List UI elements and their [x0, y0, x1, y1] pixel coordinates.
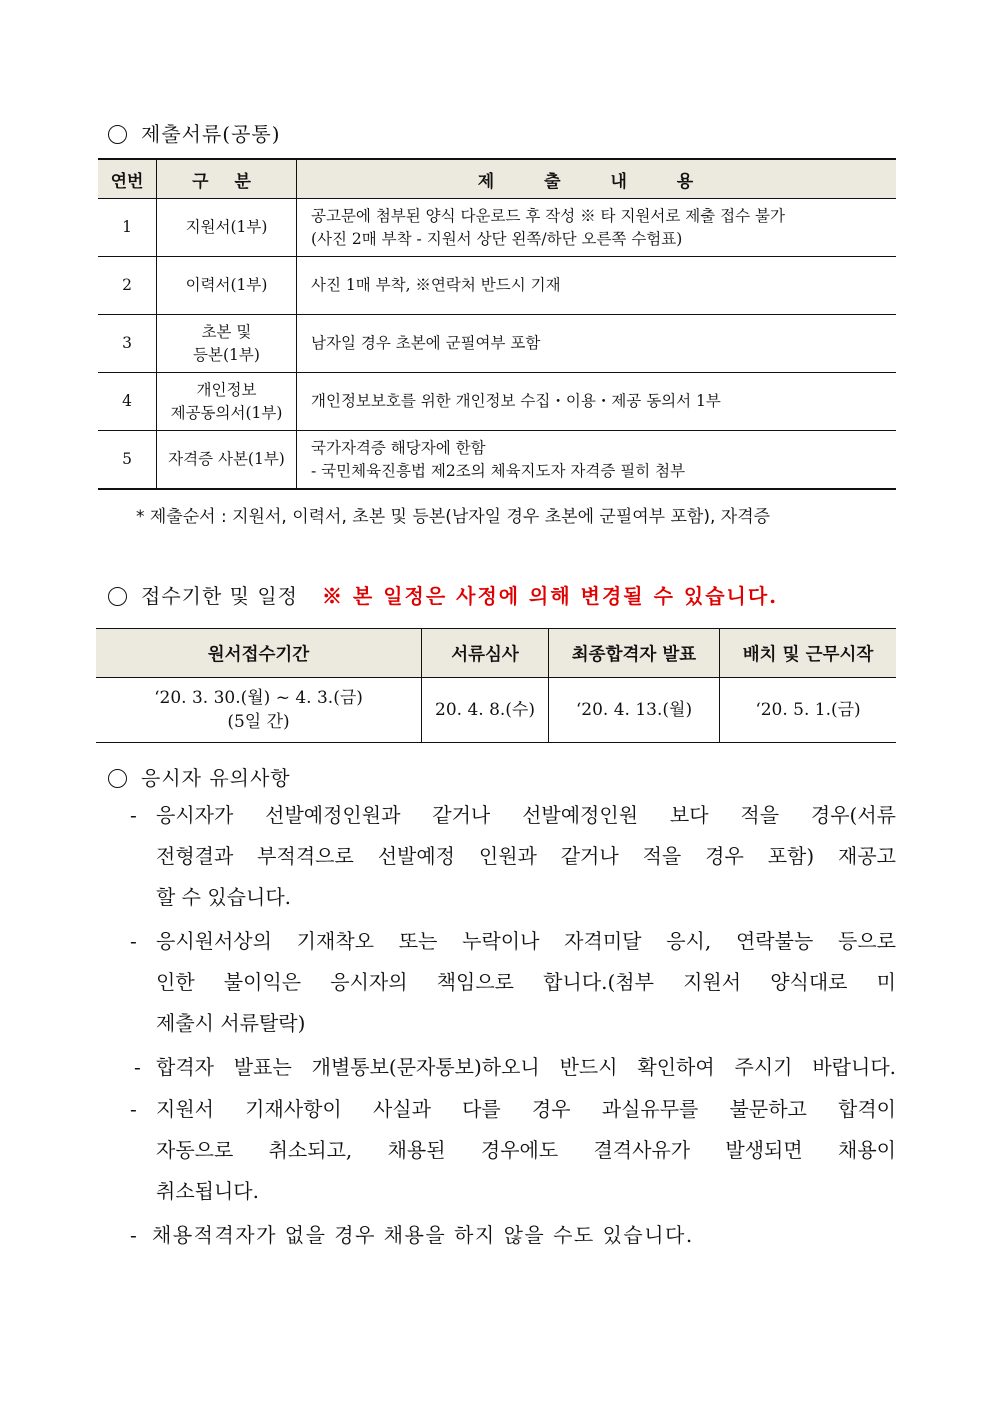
note-line: 제출시 서류탈락) — [156, 1011, 306, 1035]
row-no: 5 — [98, 431, 157, 490]
header-content: 제 출 내 용 — [297, 159, 897, 199]
document-review-date: 20. 4. 8.(수) — [422, 678, 549, 743]
header-start: 배치 및 근무시작 — [720, 629, 897, 678]
application-period — [96, 678, 422, 743]
note-line: 응시자가 선발예정인원과 같거나 선발예정인원 보다 적을 경우(서류 — [156, 803, 896, 827]
note-line: 인한 불이익은 응시자의 책임으로 합니다.(첨부 지원서 양식대로 미 — [156, 970, 896, 994]
list-item — [130, 921, 896, 1044]
category-line: 제공동의서(1부) — [170, 403, 283, 422]
note-line: 응시원서상의 기재착오 또는 누락이나 자격미달 응시, 연락불능 등으로 — [156, 929, 896, 953]
note-line: 채용적격자가 없을 경우 채용을 하지 않을 수도 있습니다. — [152, 1223, 694, 1247]
header-final-announcement: 최종합격자 발표 — [549, 629, 720, 678]
section-docs-title: 제출서류(공통) — [108, 118, 281, 147]
section-schedule-title: 접수기한 및 일정 ※ 본 일정은 사정에 의해 변경될 수 있습니다. — [108, 580, 778, 609]
table-row — [98, 315, 896, 373]
header-application-period: 원서접수기간 — [96, 629, 422, 678]
category-line: 개인정보 — [196, 380, 257, 399]
table-header-row — [98, 159, 896, 199]
note-line: 합격자 발표는 개별통보(문자통보)하오니 반드시 확인하여 주시기 바랍니다. — [156, 1055, 896, 1079]
content-line: 국가자격증 해당자에 한함 — [311, 438, 486, 457]
header-category: 구 분 — [157, 159, 297, 199]
row-no: 2 — [98, 257, 157, 315]
row-no: 4 — [98, 373, 157, 431]
row-category: 자격증 사본(1부) — [157, 431, 297, 490]
note-line: 할 수 있습니다. — [156, 885, 291, 909]
list-item — [130, 795, 896, 918]
circle-bullet-icon — [108, 587, 127, 606]
note-line: 취소됩니다. — [156, 1179, 259, 1203]
table-row — [98, 257, 896, 315]
header-document-review: 서류심사 — [422, 629, 549, 678]
row-category — [157, 373, 297, 431]
content-line: (사진 2매 부착 - 지원서 상단 왼쪽/하단 오른쪽 수험표) — [311, 229, 683, 248]
submission-order-note: * 제출순서 : 지원서, 이력서, 초본 및 등본(남자일 경우 초본에 군필여부 포함), 자격증 — [136, 507, 771, 527]
circle-bullet-icon — [108, 125, 127, 144]
list-item — [134, 1047, 896, 1088]
row-category: 이력서(1부) — [157, 257, 297, 315]
dash-bullet: - — [130, 1097, 137, 1121]
table-header-row — [96, 629, 896, 678]
row-category — [157, 315, 297, 373]
period-line: (5일 간) — [227, 712, 290, 732]
schedule-table — [96, 628, 896, 743]
dash-bullet: - — [130, 803, 137, 827]
header-no: 연번 — [98, 159, 157, 199]
note-line: 지원서 기재사항이 사실과 다를 경우 과실유무를 불문하고 합격이 — [156, 1097, 896, 1121]
list-item — [130, 1089, 896, 1212]
dash-bullet: - — [130, 1223, 137, 1247]
schedule-change-notice: ※ 본 일정은 사정에 의해 변경될 수 있습니다. — [321, 584, 779, 608]
category-line: 초본 및 — [201, 322, 252, 341]
note-line: 전형결과 부적격으로 선발예정 인원과 같거나 적을 경우 포함) 재공고 — [156, 844, 896, 868]
row-content — [297, 199, 897, 257]
content-line: 공고문에 첨부된 양식 다운로드 후 작성 ※ 타 지원서로 제출 접수 불가 — [311, 206, 785, 225]
dash-bullet: - — [134, 1055, 141, 1079]
category-line: 등본(1부) — [193, 345, 260, 364]
row-no: 1 — [98, 199, 157, 257]
row-content: 사진 1매 부착, ※연락처 반드시 기재 — [297, 257, 897, 315]
row-content — [297, 431, 897, 490]
dash-bullet: - — [130, 929, 137, 953]
content-line: - 국민체육진흥법 제2조의 체육지도자 자격증 필히 첨부 — [311, 461, 686, 480]
table-row — [96, 678, 896, 743]
row-content: 남자일 경우 초본에 군필여부 포함 — [297, 315, 897, 373]
list-item — [130, 1215, 694, 1256]
table-row — [98, 373, 896, 431]
period-line: ‘20. 3. 30.(월) ~ 4. 3.(금) — [154, 688, 363, 708]
documents-table — [98, 158, 896, 490]
final-announcement-date: ‘20. 4. 13.(월) — [549, 678, 720, 743]
circle-bullet-icon — [108, 769, 127, 788]
row-no: 3 — [98, 315, 157, 373]
table-row — [98, 199, 896, 257]
row-content: 개인정보보호를 위한 개인정보 수집・이용・제공 동의서 1부 — [297, 373, 897, 431]
table-row — [98, 431, 896, 490]
note-line: 자동으로 취소되고, 채용된 경우에도 결격사유가 발생되면 채용이 — [156, 1138, 896, 1162]
row-category: 지원서(1부) — [157, 199, 297, 257]
start-date: ‘20. 5. 1.(금) — [755, 700, 861, 720]
section-notes-title: 응시자 유의사항 — [108, 762, 291, 791]
